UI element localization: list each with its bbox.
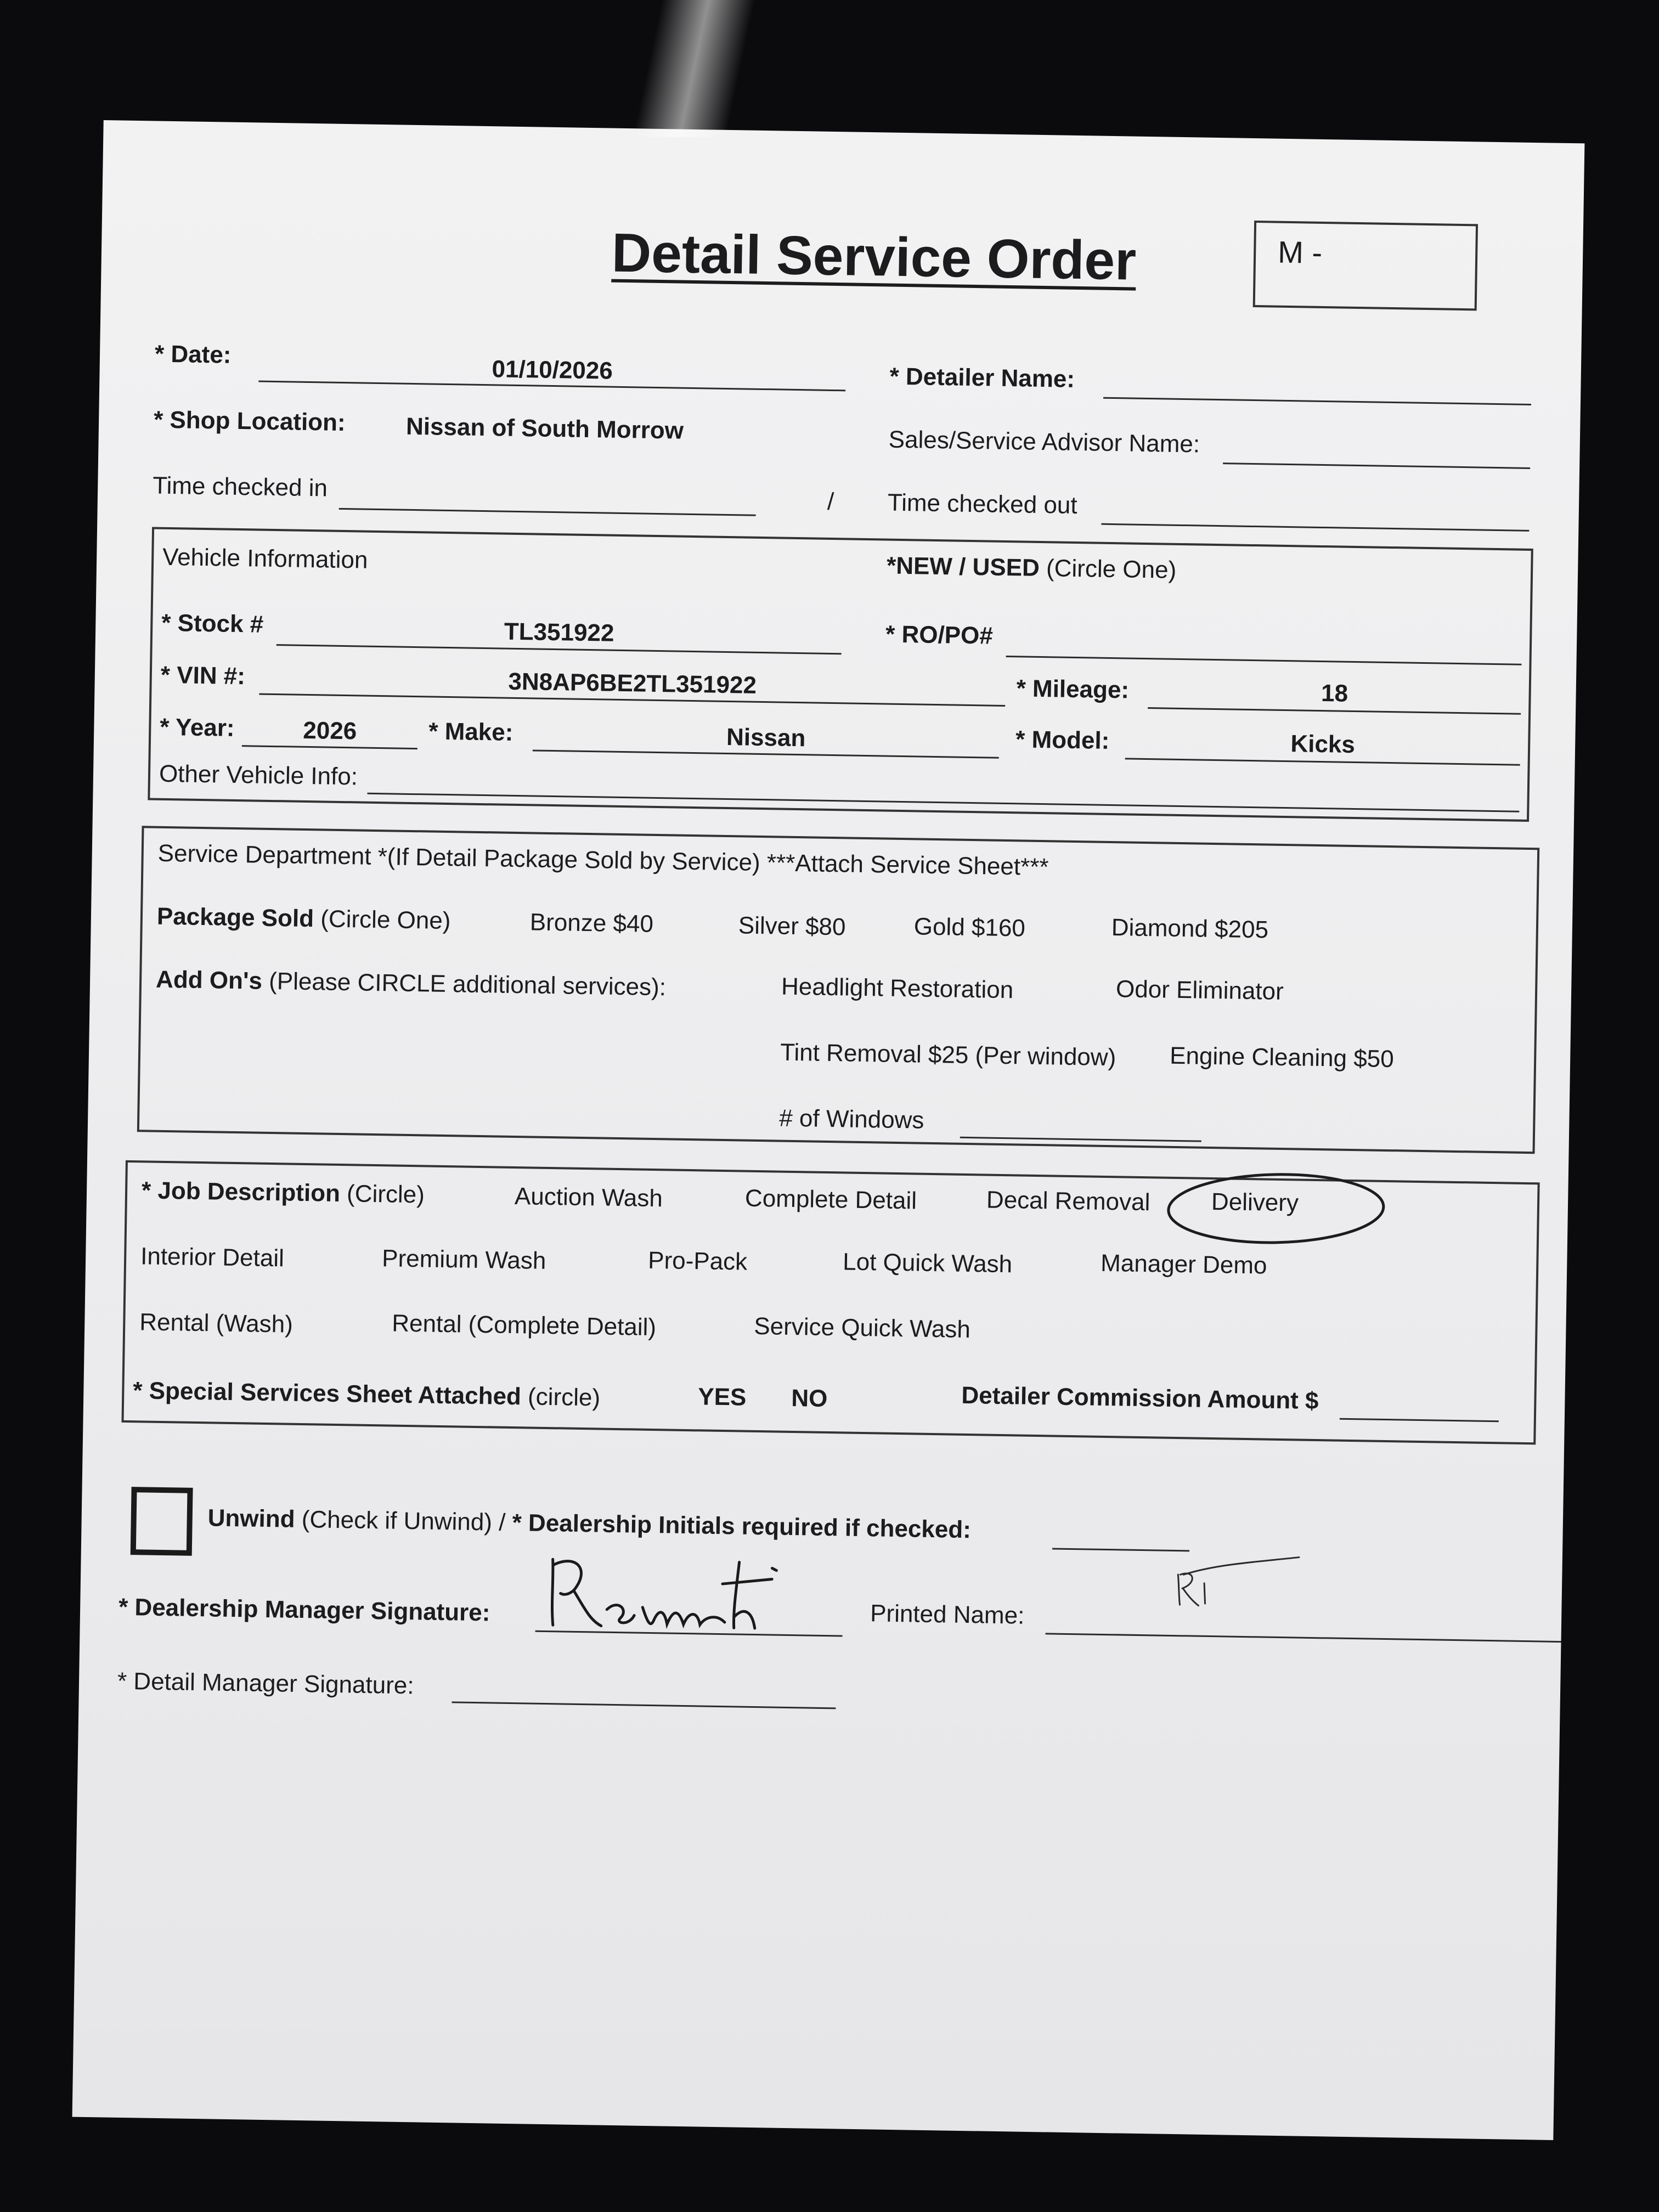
addon-tint-removal[interactable]: Tint Removal $25 (Per window): [780, 1039, 1116, 1071]
unwind-row: [207, 1504, 971, 1544]
job-manager-demo[interactable]: Manager Demo: [1100, 1249, 1267, 1279]
job-auction-wash[interactable]: Auction Wash: [514, 1183, 663, 1212]
package-diamond[interactable]: Diamond $205: [1111, 914, 1269, 944]
advisor-name-field[interactable]: [1223, 462, 1530, 469]
package-sold-row: [157, 903, 451, 935]
other-vehicle-info-label: Other Vehicle Info:: [159, 760, 358, 791]
service-order-sheet: [72, 120, 1585, 2140]
year-value[interactable]: 2026: [302, 716, 357, 745]
stock-label: * Stock #: [161, 609, 264, 638]
addon-headlight-restoration[interactable]: Headlight Restoration: [781, 973, 1014, 1004]
job-description-row: [142, 1177, 425, 1209]
unwind-label: Unwind: [207, 1504, 295, 1533]
printed-name-initials: [1172, 1553, 1316, 1621]
package-bronze[interactable]: Bronze $40: [529, 909, 654, 938]
package-gold[interactable]: Gold $160: [913, 913, 1026, 942]
printed-name-label: Printed Name:: [870, 1600, 1025, 1629]
make-value[interactable]: Nissan: [726, 723, 806, 752]
job-rental-complete-detail[interactable]: Rental (Complete Detail): [391, 1310, 657, 1341]
job-complete-detail[interactable]: Complete Detail: [744, 1184, 917, 1215]
light-reflection: [633, 0, 755, 137]
job-lot-quick-wash[interactable]: Lot Quick Wash: [842, 1248, 1013, 1278]
commission-label: Detailer Commission Amount $: [961, 1381, 1319, 1415]
detailer-name-field[interactable]: [1103, 397, 1531, 405]
new-used-selector[interactable]: [887, 552, 1177, 584]
special-services-yes[interactable]: YES: [697, 1383, 747, 1411]
job-premium-wash[interactable]: Premium Wash: [381, 1245, 546, 1274]
addon-engine-cleaning[interactable]: Engine Cleaning $50: [1169, 1042, 1395, 1073]
package-silver[interactable]: Silver $80: [738, 912, 846, 941]
mileage-value[interactable]: 18: [1321, 680, 1348, 707]
time-in-label: Time checked in: [152, 472, 328, 502]
detailer-name-label: * Detailer Name:: [889, 363, 1075, 393]
advisor-name-label: Sales/Service Advisor Name:: [888, 426, 1200, 458]
initials-label: * Dealership Initials required if checked:: [512, 1509, 972, 1544]
detail-manager-signature-label: * Detail Manager Signature:: [117, 1667, 414, 1700]
shop-location-label: * Shop Location:: [153, 406, 346, 437]
time-out-field[interactable]: [1101, 523, 1529, 532]
new-used-label[interactable]: *NEW / USED: [886, 552, 1040, 582]
shop-location-value[interactable]: Nissan of South Morrow: [405, 413, 684, 444]
package-sold-label: Package Sold: [156, 902, 314, 933]
job-pro-pack[interactable]: Pro-Pack: [647, 1246, 748, 1276]
page-title: Detail Service Order: [611, 222, 1137, 292]
model-value[interactable]: Kicks: [1290, 730, 1356, 758]
delivery-circle-mark: [1161, 1167, 1393, 1254]
unwind-note: (Check if Unwind) /: [301, 1506, 506, 1536]
printed-name-field[interactable]: [1046, 1633, 1561, 1643]
date-label: * Date:: [154, 340, 232, 369]
job-interior-detail[interactable]: Interior Detail: [140, 1243, 285, 1272]
job-description-note: (Circle): [346, 1180, 425, 1209]
job-rental-wash[interactable]: Rental (Wash): [139, 1308, 294, 1338]
job-decal-removal[interactable]: Decal Removal: [986, 1186, 1150, 1216]
job-description-label: * Job Description: [141, 1177, 341, 1207]
vin-value[interactable]: 3N8AP6BE2TL351922: [508, 668, 757, 699]
special-services-label: * Special Services Sheet Attached: [133, 1377, 522, 1410]
order-number-box: [1253, 221, 1478, 311]
date-value[interactable]: 01/10/2026: [492, 356, 613, 385]
dealership-signature-label: * Dealership Manager Signature:: [118, 1593, 490, 1627]
detail-manager-signature-field[interactable]: [452, 1701, 836, 1709]
model-label: * Model:: [1015, 726, 1110, 754]
year-label: * Year:: [160, 713, 235, 742]
special-services-no[interactable]: NO: [791, 1385, 828, 1413]
make-label: * Make:: [428, 718, 514, 746]
dealership-signature-scribble: [540, 1543, 827, 1640]
time-out-label: Time checked out: [887, 489, 1077, 519]
unwind-checkbox[interactable]: [131, 1487, 193, 1556]
job-delivery[interactable]: Delivery: [1211, 1188, 1299, 1217]
stock-value[interactable]: TL351922: [504, 618, 614, 647]
initials-field[interactable]: [1052, 1548, 1189, 1552]
addons-note: (Please CIRCLE additional services):: [268, 967, 667, 1001]
time-in-field[interactable]: [339, 508, 756, 516]
windows-count-label: # of Windows: [778, 1104, 924, 1134]
ropo-label: * RO/PO#: [885, 620, 994, 650]
time-separator: /: [827, 488, 834, 516]
addons-label: Add On's: [155, 966, 263, 995]
addon-odor-eliminator[interactable]: Odor Eliminator: [1115, 975, 1284, 1005]
vin-label: * VIN #:: [160, 661, 246, 690]
package-sold-note: (Circle One): [320, 905, 451, 935]
special-services-note: (circle): [527, 1383, 601, 1412]
job-service-quick-wash[interactable]: Service Quick Wash: [753, 1312, 971, 1344]
order-number-prefix: M -: [1277, 234, 1323, 270]
mileage-label: * Mileage:: [1016, 675, 1130, 704]
new-used-circle-note: (Circle One): [1046, 555, 1177, 584]
service-department-header: Service Department *(If Detail Package Sold by Service) ***Attach Service Sheet***: [157, 839, 1049, 881]
vehicle-info-header: Vehicle Information: [162, 543, 368, 574]
